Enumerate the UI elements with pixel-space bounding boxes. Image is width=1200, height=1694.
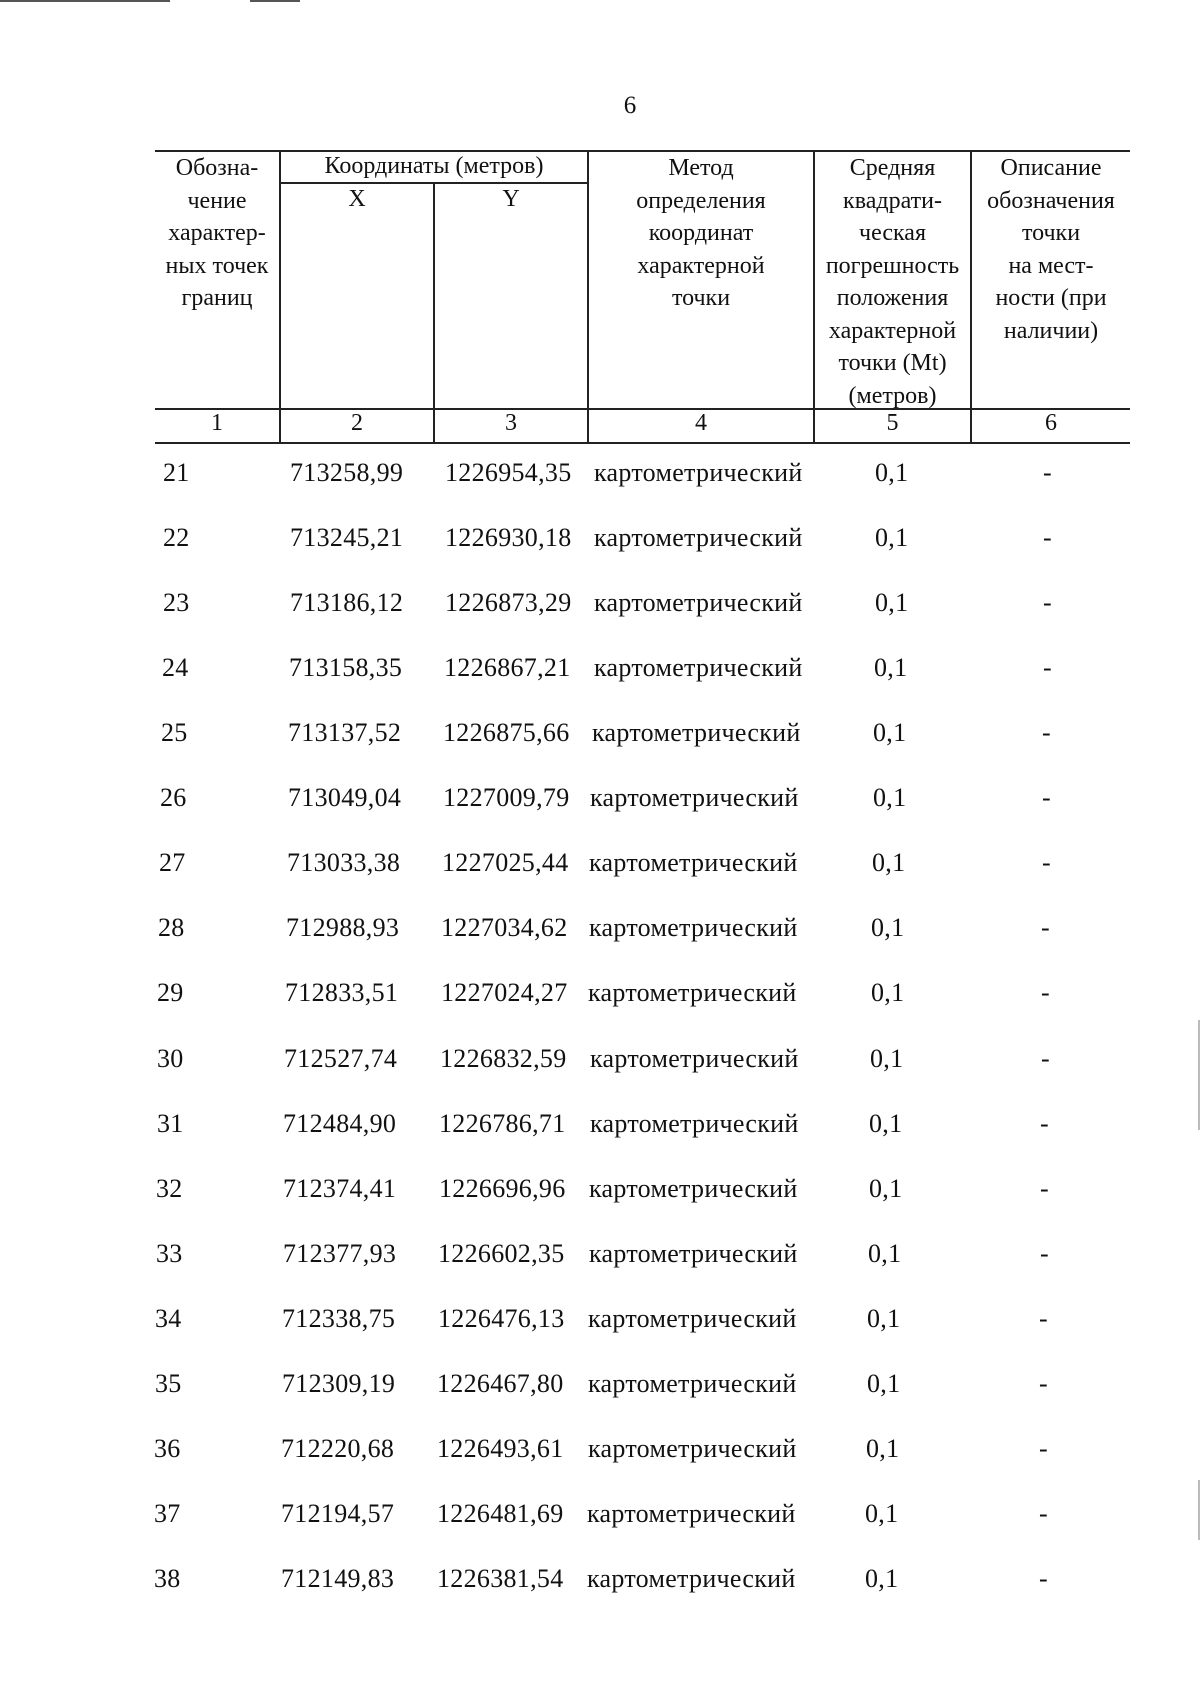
mean-error: 0,1 [869, 1174, 903, 1203]
coord-x: 712377,93 [283, 1239, 397, 1268]
mean-error: 0,1 [867, 1369, 901, 1398]
mean-error: 0,1 [868, 1239, 902, 1268]
coord-y: 1227025,44 [442, 848, 569, 877]
coord-x: 713186,12 [290, 588, 404, 617]
col-number-4: 4 [695, 410, 707, 436]
point-id: 38 [154, 1564, 181, 1593]
numbers-bottom-rule [155, 442, 1130, 444]
point-id: 26 [160, 783, 187, 812]
method: картометрический [594, 653, 803, 682]
mean-error: 0,1 [871, 913, 905, 942]
mean-error: 0,1 [866, 1434, 900, 1463]
method: картометрический [594, 458, 803, 487]
mean-error: 0,1 [872, 848, 906, 877]
mean-error: 0,1 [867, 1304, 901, 1333]
coord-x: 712309,19 [282, 1369, 396, 1398]
method: картометрический [589, 848, 798, 877]
scan-mark-left [0, 0, 170, 2]
method: картометрический [590, 1044, 799, 1073]
coord-x: 712149,83 [281, 1564, 395, 1593]
method: картометрический [588, 978, 797, 1007]
header-y: Y [502, 186, 520, 212]
point-id: 30 [157, 1044, 184, 1073]
method: картометрический [588, 1369, 797, 1398]
coord-y: 1227009,79 [443, 783, 570, 812]
method: картометрический [587, 1499, 796, 1528]
description: - [1041, 913, 1050, 942]
coord-y: 1226602,35 [438, 1239, 565, 1268]
coord-y: 1226930,18 [445, 523, 572, 552]
coord-y: 1226875,66 [443, 718, 570, 747]
method: картометрический [588, 1434, 797, 1463]
description: - [1041, 978, 1050, 1007]
header-description: Описание обозначения точки на мест- ности (при наличии) [987, 155, 1115, 344]
col-number-1: 1 [211, 410, 223, 436]
coord-x: 712988,93 [286, 913, 400, 942]
coord-x: 713049,04 [288, 783, 402, 812]
description: - [1039, 1499, 1048, 1528]
description: - [1039, 1369, 1048, 1398]
mean-error: 0,1 [875, 458, 909, 487]
description: - [1043, 523, 1052, 552]
description: - [1043, 653, 1052, 682]
method: картометрический [589, 1174, 798, 1203]
coord-x: 712338,75 [282, 1304, 396, 1333]
method: картометрический [588, 1304, 797, 1333]
point-id: 35 [155, 1369, 182, 1398]
description: - [1040, 1239, 1049, 1268]
coord-x: 713258,99 [290, 458, 404, 487]
description: - [1041, 1044, 1050, 1073]
mean-error: 0,1 [870, 1044, 904, 1073]
coord-y: 1226696,96 [439, 1174, 566, 1203]
mean-error: 0,1 [875, 523, 909, 552]
coord-y: 1226493,61 [437, 1434, 564, 1463]
col-number-3: 3 [505, 410, 517, 436]
coord-y: 1226873,29 [445, 588, 572, 617]
scan-mark-right [250, 0, 300, 2]
coord-y: 1227024,27 [441, 978, 568, 1007]
coord-y: 1227034,62 [441, 913, 568, 942]
method: картометрический [590, 1109, 799, 1138]
coord-x: 712527,74 [284, 1044, 398, 1073]
point-id: 37 [154, 1499, 181, 1528]
description: - [1039, 1564, 1048, 1593]
description: - [1042, 783, 1051, 812]
coord-x: 712194,57 [281, 1499, 395, 1528]
description: - [1039, 1304, 1048, 1333]
description: - [1039, 1434, 1048, 1463]
mean-error: 0,1 [873, 783, 907, 812]
point-id: 23 [163, 588, 190, 617]
point-id: 29 [157, 978, 184, 1007]
coord-x: 713137,52 [288, 718, 402, 747]
header-point-designation: Обозна- чение характер- ных точек границ [165, 155, 269, 311]
mean-error: 0,1 [875, 588, 909, 617]
page-number: 6 [623, 92, 637, 119]
method: картометрический [589, 913, 798, 942]
coord-y: 1226481,69 [437, 1499, 564, 1528]
description: - [1042, 848, 1051, 877]
coord-x: 712220,68 [281, 1434, 395, 1463]
col-number-6: 6 [1045, 410, 1057, 436]
point-id: 28 [158, 913, 185, 942]
description: - [1043, 588, 1052, 617]
header-coordinates-group: Координаты (метров) [324, 153, 544, 179]
coord-y: 1226786,71 [439, 1109, 566, 1138]
header-method: Метод определения координат характерной точки [636, 155, 766, 311]
mean-error: 0,1 [871, 978, 905, 1007]
point-id: 31 [157, 1109, 184, 1138]
coord-y: 1226832,59 [440, 1044, 567, 1073]
col-number-2: 2 [351, 410, 363, 436]
method: картометрический [594, 523, 803, 552]
point-id: 21 [163, 458, 190, 487]
coord-y: 1226467,80 [437, 1369, 564, 1398]
mean-error: 0,1 [874, 653, 908, 682]
mean-error: 0,1 [873, 718, 907, 747]
point-id: 22 [163, 523, 190, 552]
coord-x: 713245,21 [290, 523, 404, 552]
header-mean-error: Средняя квадрати- ческая погрешность положения характерной точки (Mt) (метров) [825, 155, 960, 409]
method: картометрический [587, 1564, 796, 1593]
coord-x: 712484,90 [283, 1109, 397, 1138]
mean-error: 0,1 [865, 1564, 899, 1593]
coord-y: 1226476,13 [438, 1304, 565, 1333]
mean-error: 0,1 [865, 1499, 899, 1528]
method: картометрический [590, 783, 799, 812]
point-id: 34 [155, 1304, 182, 1333]
description: - [1040, 1109, 1049, 1138]
coord-y: 1226954,35 [445, 458, 572, 487]
method: картометрический [594, 588, 803, 617]
point-id: 24 [162, 653, 189, 682]
description: - [1043, 458, 1052, 487]
method: картометрический [589, 1239, 798, 1268]
method: картометрический [592, 718, 801, 747]
point-id: 27 [159, 848, 186, 877]
point-id: 33 [156, 1239, 183, 1268]
coord-x: 712833,51 [285, 978, 399, 1007]
point-id: 36 [154, 1434, 181, 1463]
point-id: 32 [156, 1174, 183, 1203]
coord-y: 1226381,54 [437, 1564, 564, 1593]
description: - [1040, 1174, 1049, 1203]
table-header [155, 150, 1130, 445]
coord-y: 1226867,21 [444, 653, 571, 682]
header-x: X [348, 186, 366, 212]
coord-x: 713033,38 [287, 848, 401, 877]
coord-x: 713158,35 [289, 653, 403, 682]
description: - [1042, 718, 1051, 747]
vline-2 [433, 182, 435, 444]
col-number-5: 5 [886, 410, 899, 436]
coord-x: 712374,41 [283, 1174, 397, 1203]
point-id: 25 [161, 718, 188, 747]
mean-error: 0,1 [869, 1109, 903, 1138]
